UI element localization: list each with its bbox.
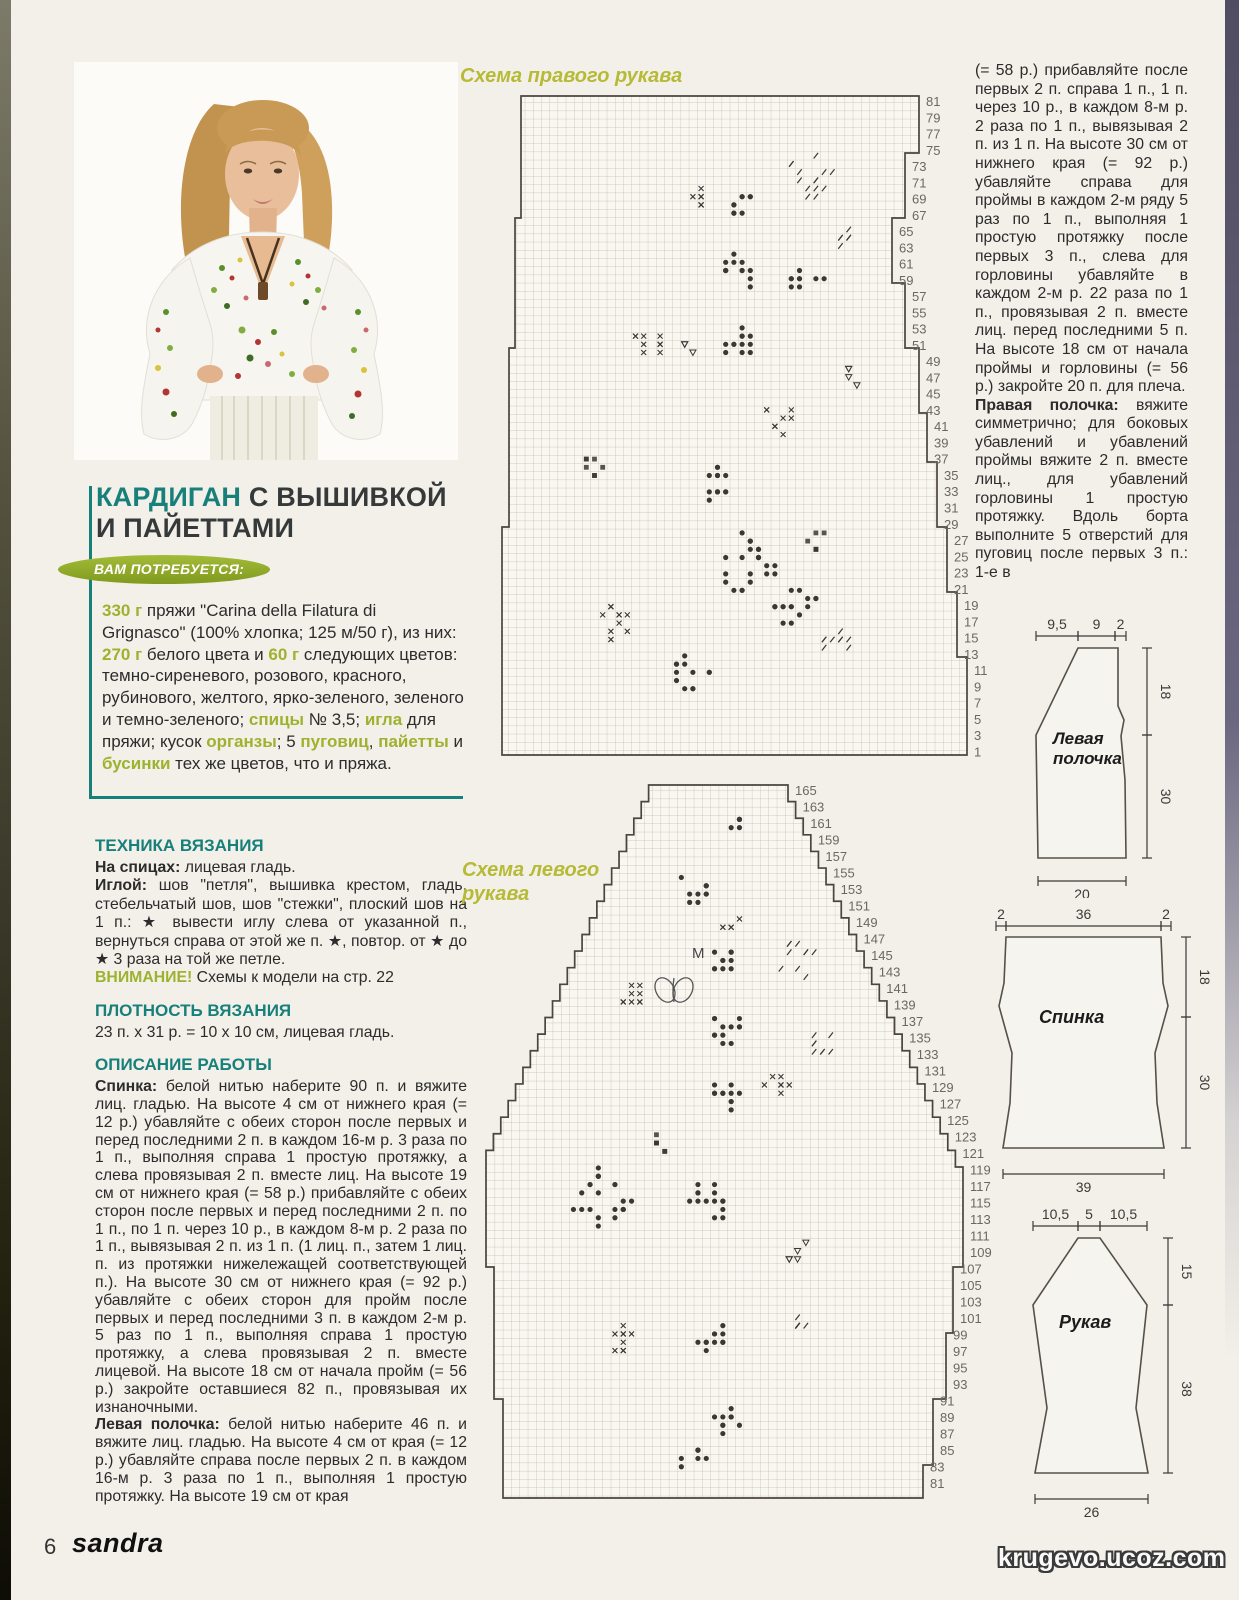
schematic-left-front: [995, 598, 1200, 898]
svg-text:Рукав: Рукав: [1059, 1312, 1112, 1332]
article-title: [96, 482, 466, 544]
svg-text:18: 18: [1158, 683, 1174, 700]
materials-box-left-rule: [89, 486, 92, 798]
svg-text:143: 143: [878, 964, 901, 980]
svg-text:2: 2: [997, 906, 1005, 922]
svg-text:11: 11: [974, 663, 988, 679]
svg-text:87: 87: [940, 1426, 955, 1442]
svg-text:63: 63: [899, 240, 914, 256]
svg-text:77: 77: [926, 126, 941, 142]
svg-text:38: 38: [1179, 1381, 1195, 1397]
svg-text:26: 26: [1083, 1504, 1100, 1520]
page-edge-shadow: [1225, 0, 1239, 1600]
svg-text:35: 35: [944, 467, 959, 483]
svg-text:79: 79: [926, 110, 941, 126]
svg-text:15: 15: [964, 630, 979, 646]
svg-text:29: 29: [944, 516, 959, 532]
svg-text:83: 83: [930, 1459, 945, 1475]
svg-text:97: 97: [953, 1344, 968, 1359]
section-heading-work: ОПИСАНИЕ РАБОТЫ: [95, 1055, 272, 1075]
technique-paragraph: Иглой: шов "петля", вышивка крестом, гладь, стебельчатый шов, шов "стежки", плоский шов на 1 п.: ★ вывести иглу слева от указанной п., вернуться справа от этой же п. ★, повтор. от ★ до ★ 3 раза на той же петле.: [95, 877, 467, 969]
materials-box-bottom-rule: [89, 796, 463, 799]
right-column-paragraph-right-front: Правая полочка: вяжите симметрично; для боковых убавлений и убавлений проймы вяжите 2 п. вместе лиц., для убавлений горловины 1 простую протяжку. Вдоль борта выполните 5 отверстий для пуговиц после первых 3 п.: 1-е в: [975, 396, 1188, 582]
svg-text:53: 53: [912, 321, 927, 337]
svg-text:Левая: Левая: [1053, 729, 1104, 748]
svg-text:133: 133: [916, 1047, 939, 1062]
svg-text:49: 49: [926, 354, 941, 370]
svg-text:3: 3: [974, 728, 982, 744]
svg-text:71: 71: [912, 175, 927, 191]
svg-text:115: 115: [970, 1195, 991, 1211]
svg-text:37: 37: [934, 451, 949, 467]
svg-text:81: 81: [926, 94, 941, 109]
svg-text:30: 30: [1158, 788, 1174, 805]
svg-text:129: 129: [931, 1080, 954, 1095]
page-number: 6: [44, 1534, 57, 1559]
svg-text:M: M: [692, 945, 705, 962]
watermark: krugevo.ucoz.com: [998, 1544, 1226, 1572]
materials-badge: [58, 555, 270, 584]
svg-text:39: 39: [1075, 1179, 1092, 1193]
materials-badge-label: ВАМ ПОТРЕБУЕТСЯ:: [94, 561, 245, 577]
svg-text:23: 23: [954, 565, 969, 581]
svg-text:1: 1: [974, 744, 982, 760]
svg-text:113: 113: [970, 1212, 991, 1227]
svg-text:103: 103: [960, 1294, 982, 1310]
svg-text:145: 145: [871, 948, 893, 963]
svg-text:117: 117: [970, 1179, 991, 1194]
svg-text:полочка: полочка: [1053, 749, 1122, 768]
chart-title-left-sleeve: Схема левого рукава: [462, 859, 600, 905]
svg-text:10,5: 10,5: [1109, 1206, 1138, 1222]
schematic-piece-label: [1039, 1007, 1104, 1027]
svg-text:51: 51: [912, 337, 927, 353]
magazine-logo: sandra: [72, 1528, 164, 1558]
svg-text:17: 17: [964, 614, 979, 630]
schematic-sleeve: [995, 1198, 1210, 1528]
svg-text:31: 31: [944, 500, 959, 516]
svg-text:153: 153: [840, 882, 863, 897]
work-paragraph-back: Спинка: белой нитью наберите 90 п. и вяжите лиц. гладью. На высоте 4 см от нижнего края (= 12 р.) убавляйте с обеих сторон после первых и перед последними 2 п. в каждом 16-м р. 3 раза по 1 п., выполняя справа 1 простую протяжку, а слева провязывая 2 п. вместе лиц. На высоте 19 см от нижнего края (= 58 р.) прибавляйте с обеих сторон после первых и перед последними 2 п. по 1 п., по 1 п. через 10 р., в каждом 8-м р. 2 раза по 1 п., вывязывая 2 п. из 1 п. (1 лиц. п., затем 1 лиц. п. из протяжки нижележащей соответствующей п.). На высоте 30 см от нижнего края (= 92 р.) убавляйте с обеих сторон для пройм после первых и перед последними 3 п. в каждом 2-м р. 5 раз по 1 п., выполняя справа 1 простую протяжку, а слева провязывая 2 п. вместе лицевой. На высоте 18 см от начала пройм (= 56 р.) закройте оставшиеся 82 п., провязывая их изнаночными.: [95, 1078, 467, 1416]
svg-text:65: 65: [899, 224, 914, 240]
svg-text:101: 101: [960, 1311, 982, 1326]
svg-text:9,5: 9,5: [1047, 616, 1067, 632]
svg-text:25: 25: [954, 549, 969, 565]
schematic-back: [958, 898, 1213, 1193]
svg-text:30: 30: [1197, 1074, 1213, 1091]
svg-text:111: 111: [970, 1228, 990, 1244]
svg-text:67: 67: [912, 207, 927, 223]
svg-text:95: 95: [953, 1360, 968, 1376]
knitting-chart-right-sleeve: [492, 86, 1012, 781]
svg-text:69: 69: [912, 191, 927, 207]
svg-text:157: 157: [825, 849, 848, 864]
svg-text:105: 105: [960, 1278, 982, 1293]
chart-title-right-sleeve: Схема правого рукава: [460, 65, 683, 87]
svg-text:19: 19: [964, 598, 979, 614]
svg-text:137: 137: [901, 1014, 924, 1029]
svg-text:135: 135: [909, 1030, 931, 1046]
svg-text:27: 27: [954, 533, 969, 549]
svg-text:161: 161: [810, 816, 832, 831]
left-column: [95, 836, 467, 1505]
svg-text:Спинка: Спинка: [1039, 1007, 1105, 1027]
svg-text:43: 43: [926, 402, 941, 418]
section-heading-technique: ТЕХНИКА ВЯЗАНИЯ: [95, 836, 264, 855]
right-column-paragraph: (= 58 р.) прибавляйте после первых 2 п. справа 1 п., 1 п. через 10 р., в каждом 8-м р. 2 раза по 1 п., вывязывая 2 п. из 1 п. На высоте 30 см от нижнего края (= 92 р.) убавляйте справа для проймы в каждом 2-м ряду 5 раз по 1 п., выполняя 1 простую протяжку после первых 3 п., слева для горловины убавляйте в каждом 2-м р. 22 раза по 1 п., провязывая 2 п. вместе лиц. перед последними 5 п. На высоте 18 см от начала проймы и горловины (= 56 р.) закройте 20 п. для плеча.: [975, 62, 1188, 396]
knitting-chart-left-sleeve: [478, 782, 1008, 1527]
svg-text:119: 119: [970, 1162, 991, 1178]
svg-text:109: 109: [970, 1245, 992, 1260]
svg-text:165: 165: [795, 783, 817, 798]
svg-text:36: 36: [1075, 906, 1092, 922]
svg-text:131: 131: [924, 1063, 947, 1079]
svg-text:7: 7: [974, 695, 982, 711]
svg-text:5: 5: [1085, 1206, 1093, 1222]
svg-text:127: 127: [939, 1096, 962, 1112]
model-photo-illustration: [62, 62, 458, 460]
svg-text:91: 91: [940, 1393, 955, 1409]
svg-text:75: 75: [926, 142, 941, 158]
svg-text:13: 13: [964, 646, 979, 662]
svg-text:85: 85: [940, 1443, 955, 1458]
title-accent: КАРДИГАН: [96, 482, 242, 512]
svg-text:141: 141: [886, 981, 909, 996]
svg-text:147: 147: [863, 931, 886, 947]
svg-text:2: 2: [1116, 616, 1125, 632]
svg-text:73: 73: [912, 159, 927, 175]
svg-text:59: 59: [899, 272, 914, 288]
svg-text:149: 149: [855, 915, 878, 930]
gauge-paragraph: 23 п. х 31 р. = 10 х 10 см, лицевая гладь.: [95, 1023, 395, 1041]
svg-text:61: 61: [899, 256, 914, 272]
svg-text:159: 159: [817, 832, 840, 848]
svg-text:21: 21: [954, 581, 969, 597]
title-rest: С ВЫШИВКОЙ: [241, 482, 447, 512]
article-title-line2: И ПАЙЕТТАМИ: [96, 513, 295, 543]
schematic-piece-label: [1059, 1312, 1111, 1332]
svg-text:107: 107: [960, 1261, 982, 1277]
svg-text:99: 99: [953, 1327, 968, 1343]
svg-text:15: 15: [1179, 1263, 1195, 1280]
page-binding-edge: [0, 0, 11, 1600]
svg-text:47: 47: [926, 370, 941, 386]
svg-text:81: 81: [930, 1476, 945, 1491]
svg-text:10,5: 10,5: [1041, 1206, 1070, 1222]
materials-text: 330 г пряжи "Carina della Filatura di Grignasco" (100% хлопка; 125 м/50 г), из них: 270 г белого цвета и 60 г следующих цветов: темно-сиреневого, розового, красного, рубинового, желтого, ярко-зеленого, зеленого и темно-зеленого; спицы № 3,5; игла для пряжи; кусок органзы; 5 пуговиц, пайетты и бусинки тех же цветов, что и пряжа.: [102, 601, 464, 773]
svg-text:45: 45: [926, 386, 941, 402]
svg-text:123: 123: [954, 1129, 977, 1145]
svg-text:39: 39: [934, 435, 949, 451]
article-title-line1: [96, 482, 466, 513]
svg-text:163: 163: [802, 799, 825, 815]
work-paragraph-left-front: Левая полочка: белой нитью наберите 46 п. и вяжите лиц. гладью. На высоте 4 см от края (= 12 р.) убавляйте справа после первых 2 п. в каждом 16-м р. 3 раза по 1 п., выполняя 1 простую протяжку. На высоте 19 см от края: [95, 1416, 467, 1505]
svg-text:139: 139: [893, 997, 916, 1013]
svg-text:89: 89: [940, 1410, 955, 1425]
svg-text:9: 9: [974, 679, 982, 695]
svg-text:33: 33: [944, 484, 959, 500]
svg-text:57: 57: [912, 289, 927, 305]
svg-text:18: 18: [1197, 969, 1213, 985]
svg-text:9: 9: [1092, 616, 1101, 632]
technique-paragraph: На спицах: лицевая гладь.: [95, 859, 296, 876]
svg-text:20: 20: [1074, 886, 1090, 898]
svg-text:2: 2: [1162, 906, 1170, 922]
svg-text:151: 151: [848, 898, 870, 914]
model-photo: [62, 62, 458, 460]
svg-text:155: 155: [833, 865, 855, 881]
svg-text:125: 125: [947, 1113, 969, 1128]
svg-text:93: 93: [953, 1377, 968, 1392]
svg-text:55: 55: [912, 305, 927, 321]
section-heading-gauge: ПЛОТНОСТЬ ВЯЗАНИЯ: [95, 1000, 292, 1020]
technique-paragraph: ВНИМАНИЕ! Схемы к модели на стр. 22: [95, 969, 394, 987]
svg-text:5: 5: [974, 711, 982, 727]
svg-text:41: 41: [934, 419, 949, 435]
svg-text:121: 121: [962, 1146, 985, 1161]
